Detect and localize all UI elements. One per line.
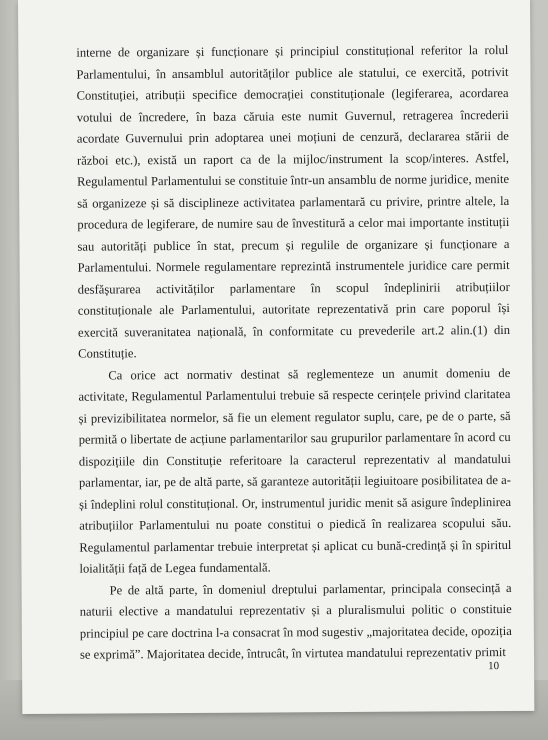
paragraph-1: interne de organizare și funcționare și principiul constituțional referitor la rolul Parlamentului, în ansamblul autorităților publice ale statului, ce exercită, potrivit Constituției, atribuții specifice democrației constituționale (legiferarea, acordarea votului de încredere, în baza căruia este numit Guvernul, retragerea încrederii acordate Guvernului prin adoptarea unei moțiuni de cenzură, declararea stării de război etc.), există un raport ca de la mijloc/instrument la scop/interes. Astfel, Regulamentul Parlamentului se constituie într-un ansamblu de norme juridice, menite să organizeze și să disciplineze activitatea parlamentară cu privire, printre altele, la procedura de legiferare, de numire sau de învestitură a celor mai importante instituții sau autorități publice în stat, precum și regulile de organizare și funcționare a Parlamentului. Normele regulamentare reprezintă instrumentele juridice care permit desfășurarea activităților parlamentare în scopul îndeplinirii atribuțiilor constituționale ale Parlamentului, autoritate reprezentativă prin care poporul își exercită suveranitatea națională, în conformitate cu prevederile art.2 alin.(1) din Constituție. (76, 43, 511, 361)
document-page (18, 0, 534, 714)
page-number: 10 (488, 660, 500, 673)
document-body (76, 40, 512, 666)
paragraph-3: Pe de altă parte, în domeniul dreptului parlamentar, principala consecință a naturii elective a mandatului reprezentativ și a pluralismului politic o constituie principiul pe care doctrina l-a consacrat în mod sugestiv „majoritatea decide, opoziția se exprimă”. Majoritatea decide, întrucât, în virtutea mandatului reprezentativ primit (79, 580, 512, 662)
paragraph-2: Ca orice act normativ destinat să reglementeze un anumit domeniu de activitate, Regulamentul Parlamentului trebuie să respecte cerințele privind claritatea și previzibilitatea normelor, să fie un element regulator suplu, care, pe de o parte, să permită o libertate de acțiune parlamentarilor sau grupurilor parlamentare în acord cu dispozițiile din Constituție referitoare la caracterul reprezentativ al mandatului parlamentar, iar, pe de altă parte, să garanteze autorității legiuitoare posibilitatea de a-și îndeplini rolul constituțional. Or, instrumentul juridic menit să asigure îndeplinirea atribuțiilor Parlamentului nu poate constitui o piedică în realizarea scopului său. Regulamentul parlamentar trebuie interpretat și aplicat cu bună-credință și în spiritul loialității față de Legea fundamentală. (78, 365, 512, 576)
